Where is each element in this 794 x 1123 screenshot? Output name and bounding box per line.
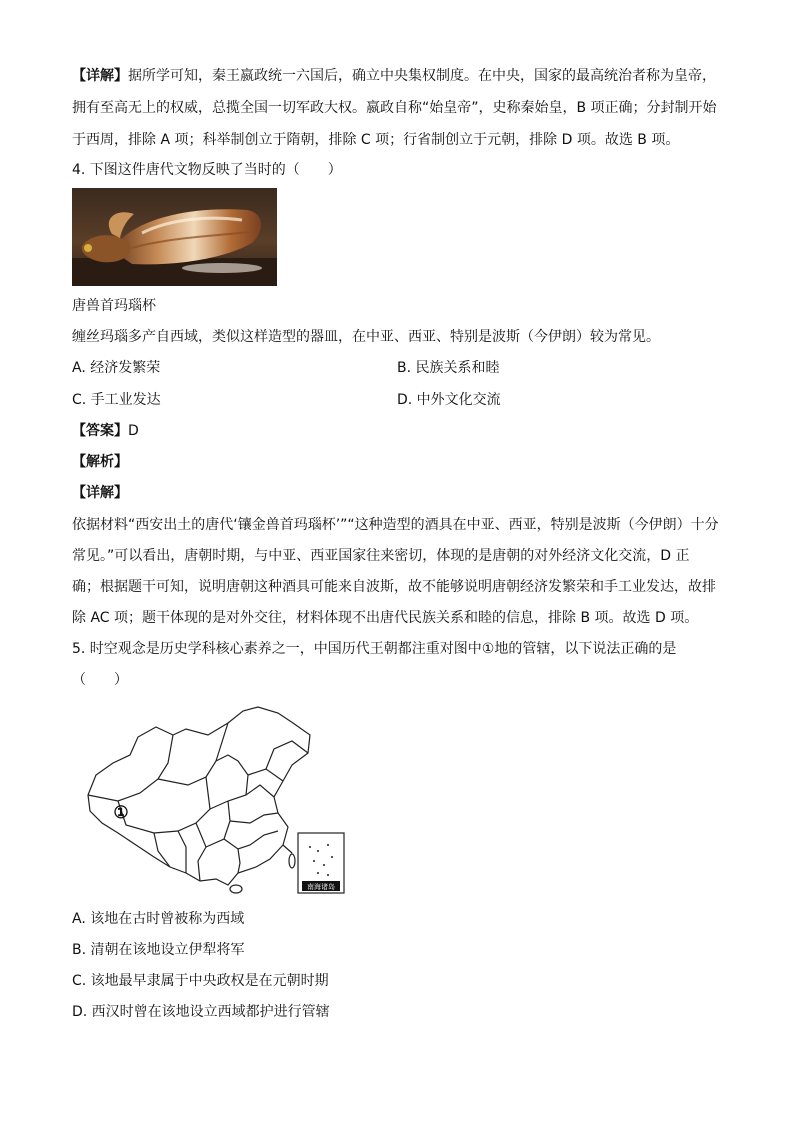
detail-tag: 【详解】 xyxy=(72,68,128,84)
q4-option-c: C. 手工业发达 xyxy=(72,392,161,408)
q4-stem: 4. 下图这件唐代文物反映了当时的（ ） xyxy=(72,162,342,178)
answer-tag: 【答案】 xyxy=(72,423,128,439)
q4-answer-line xyxy=(72,421,139,441)
q3-detail-text-1: 据所学可知，秦王嬴政统一六国后，确立中央集权制度。在中央，国家的最高统治者称为皇帝， xyxy=(128,68,716,84)
agate-cup-photo xyxy=(72,188,277,286)
q4-answer: D xyxy=(128,423,139,439)
map-inset-label: 南海诸岛 xyxy=(307,884,335,891)
q3-detail-line-2: 拥有至高无上的权威，总揽全国一切军政大权。嬴政自称“始皇帝”，史称秦始皇，B 项正确；分封制开始 xyxy=(72,100,717,116)
q4-analysis-tag: 【解析】 xyxy=(72,454,128,470)
q4-detail-tag: 【详解】 xyxy=(72,485,128,501)
agate-cup-image xyxy=(72,188,277,286)
china-outline-map xyxy=(78,705,350,900)
q5-option-d: D. 西汉时曾在该地设立西域都护进行管辖 xyxy=(72,1004,330,1020)
map-marker-1: ① xyxy=(113,803,129,822)
q4-detail-line-3: 确；根据题干可知，说明唐朝这种酒具可能来自波斯，故不能够说明唐朝经济发繁荣和手工业发达，故排 xyxy=(72,579,716,595)
q5-option-c: C. 该地最早隶属于中央政权是在元朝时期 xyxy=(72,973,329,989)
q3-detail-line-3: 于西周，排除 A 项；科举制创立于隋朝，排除 C 项；行省制创立于元朝，排除 D 项。故选 B 项。 xyxy=(72,132,680,148)
q4-detail-line-4: 除 AC 项；题干体现的是对外交往，材料体现不出唐代民族关系和睦的信息，排除 B 项。故选 D 项。 xyxy=(72,610,699,626)
q4-option-b: B. 民族关系和睦 xyxy=(397,360,500,376)
q4-caption: 唐兽首玛瑙杯 xyxy=(72,298,156,314)
q5-stem-line-2: （ ） xyxy=(72,672,128,688)
q5-stem-line-1: 5. 时空观念是历史学科核心素养之一，中国历代王朝都注重对图中①地的管辖，以下说法正确的是 xyxy=(72,641,677,657)
q4-option-a: A. 经济发繁荣 xyxy=(72,360,161,376)
q5-option-b: B. 清朝在该地设立伊犁将军 xyxy=(72,942,245,958)
q4-detail-line-2: 常见。”可以看出，唐朝时期，与中亚、西亚国家往来密切，体现的是唐朝的对外经济文化交流，D 正 xyxy=(72,548,690,564)
china-map-svg xyxy=(78,705,350,900)
q4-note: 缠丝玛瑙多产自西域，类似这样造型的器皿，在中亚、西亚、特别是波斯（今伊朗）较为常见。 xyxy=(72,329,660,345)
q4-detail-line-1: 依据材料“西安出土的唐代‘镶金兽首玛瑙杯’”“这种造型的酒具在中亚、西亚，特别是波斯（今伊朗）十分 xyxy=(72,517,719,533)
q3-detail-line-1 xyxy=(72,66,716,86)
q4-option-d: D. 中外文化交流 xyxy=(397,392,501,408)
q5-option-a: A. 该地在古时曾被称为西域 xyxy=(72,911,245,927)
